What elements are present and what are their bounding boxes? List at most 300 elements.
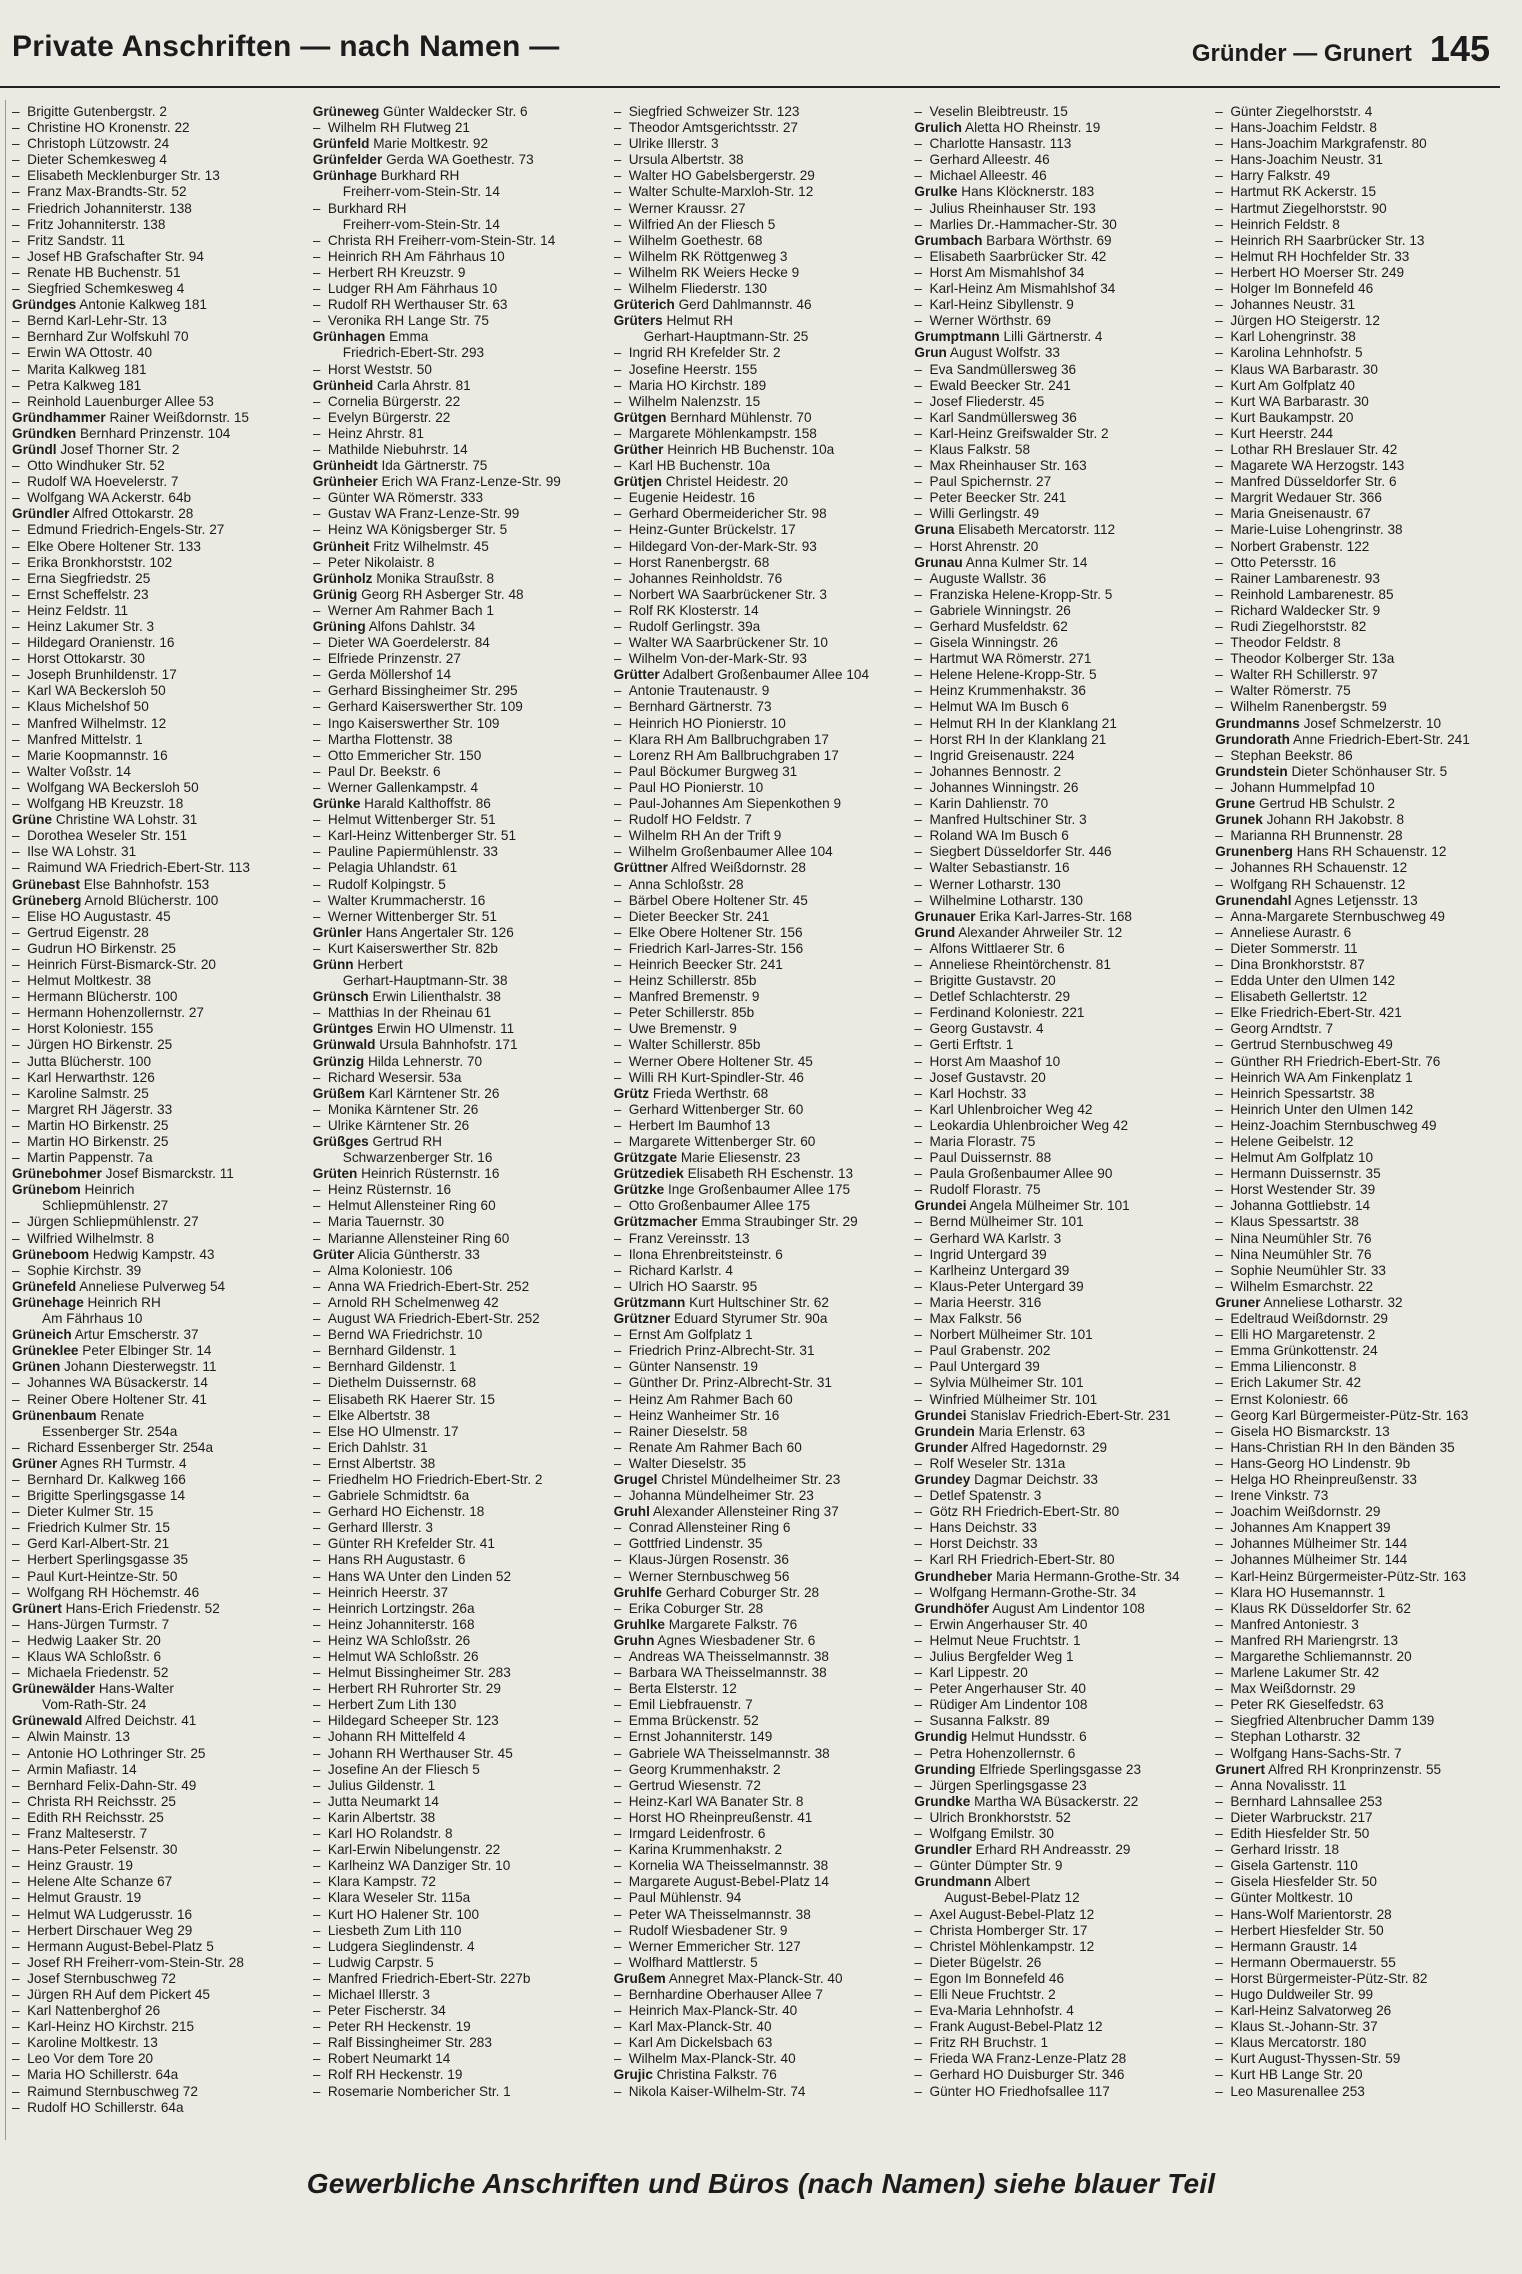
entry-text: Gottfried Lindenstr. 35 (628, 1536, 763, 1552)
directory-entry (1215, 1649, 1508, 1665)
directory-entry (12, 136, 305, 152)
entry-text: Karl HO Rolandstr. 8 (327, 1826, 453, 1842)
directory-entry (614, 1826, 907, 1842)
directory-entry (313, 1070, 606, 1086)
directory-entry (614, 1778, 907, 1794)
directory-entry (1215, 1408, 1508, 1424)
surname: Grünhage (312, 168, 377, 184)
entry-text: Franz Max-Brandts-Str. 52 (27, 184, 187, 200)
directory-entry (313, 667, 606, 683)
directory-entry (12, 1488, 305, 1504)
directory-entry (12, 1842, 305, 1858)
surname: Grüner (12, 1455, 58, 1471)
entry-text: Julius Bergfelder Weg 1 (929, 1649, 1074, 1664)
directory-entry (614, 1907, 907, 1923)
entry-text: Ferdinand Koloniestr. 221 (929, 1005, 1085, 1021)
entry-text: Hermann Graustr. 14 (1230, 1938, 1358, 1954)
surname-entry (614, 1617, 907, 1633)
directory-entry (914, 1150, 1207, 1166)
entry-text: Karl Uhlenbroicher Weg 42 (929, 1101, 1093, 1117)
surname-entry (1215, 1762, 1508, 1778)
entry-text: Rudolf Wiesbadener Str. 9 (628, 1922, 788, 1938)
directory-entry (12, 1198, 305, 1214)
entry-text: Margret RH Jägerstr. 33 (27, 1101, 173, 1117)
directory-entry (313, 1923, 606, 1939)
entry-text: Alfons Wittlaerer Str. 6 (929, 940, 1065, 956)
directory-entry (12, 1214, 305, 1230)
directory-entry (12, 699, 305, 715)
surname-entry (313, 957, 606, 973)
directory-entry (12, 1907, 305, 1923)
directory-entry (12, 635, 305, 651)
entry-text: Elisabeth Saarbrücker Str. 42 (929, 248, 1107, 264)
directory-entry (12, 329, 305, 345)
entry-text: Johannes Neustr. 31 (1230, 297, 1356, 313)
entry-text: Paul Untergard 39 (929, 1359, 1040, 1375)
entry-text: Am Fährhaus 10 (42, 1311, 143, 1327)
entry-text: Wilhelm Von-der-Mark-Str. 93 (628, 651, 807, 667)
directory-entry (12, 1971, 305, 1987)
directory-entry (313, 1536, 606, 1552)
directory-entry (313, 1955, 606, 1971)
directory-entry (614, 1939, 907, 1955)
entry-text: Siegfried Schemkesweg 4 (27, 281, 185, 297)
directory-entry (1215, 426, 1508, 442)
surname: Gruhlfe (613, 1584, 662, 1600)
surname-entry (313, 329, 606, 345)
surname: Grünebohmer (12, 1166, 102, 1182)
header-right (1192, 28, 1490, 70)
entry-text: Erwin Lilienthalstr. 38 (372, 989, 501, 1005)
entry-text: Marie Eliesenstr. 23 (680, 1150, 801, 1166)
directory-entry (12, 1697, 305, 1713)
surname-entry (1215, 716, 1508, 732)
entry-text: Alfred Ottokarstr. 28 (72, 506, 194, 522)
entry-text: Herbert Im Baumhof 13 (628, 1117, 771, 1133)
surname: Grünheidt (312, 458, 378, 474)
directory-entry (1215, 345, 1508, 361)
directory-entry (1215, 1939, 1508, 1955)
directory-entry (313, 1263, 606, 1279)
directory-entry (313, 1794, 606, 1810)
entry-text: Bernhard Gärtnerstr. 73 (628, 699, 772, 715)
entry-text: Gerhard Musfeldstr. 62 (929, 619, 1068, 634)
entry-text: Erna Siegfriedstr. 25 (27, 570, 151, 586)
directory-entry (313, 201, 606, 217)
directory-entry (12, 1150, 305, 1166)
directory-entry (313, 1392, 606, 1408)
entry-text: Norbert Mülheimer Str. 101 (929, 1327, 1093, 1343)
surname-entry (313, 168, 606, 184)
entry-text: Willi RH Kurt-Spindler-Str. 46 (628, 1069, 804, 1085)
directory-entry (614, 1424, 907, 1440)
entry-text: Kurt Hultschiner Str. 62 (689, 1294, 829, 1310)
directory-entry (313, 780, 606, 796)
directory-entry (1215, 1826, 1508, 1842)
directory-entry (1215, 1729, 1508, 1745)
directory-entry (12, 1392, 305, 1408)
directory-entry (914, 201, 1207, 217)
entry-text: Manfred Düsseldorfer Str. 6 (1230, 474, 1397, 490)
entry-text: Heinrich Feldstr. 8 (1230, 216, 1340, 232)
entry-text: Christine WA Lohstr. 31 (55, 812, 198, 828)
directory-entry (12, 1826, 305, 1842)
entry-text: Stephan Lotharstr. 32 (1230, 1729, 1361, 1745)
entry-text: Heinz-Joachim Sternbuschweg 49 (1230, 1117, 1437, 1133)
directory-entry (614, 2051, 907, 2067)
surname: Grußem (613, 1970, 666, 1986)
entry-text: Heinz Krummenhakstr. 36 (929, 683, 1086, 699)
entry-text: Helmut Graustr. 19 (27, 1890, 142, 1906)
directory-entry (914, 1520, 1207, 1536)
surname-entry (313, 458, 606, 474)
directory-entry (1215, 1247, 1508, 1263)
entry-text: Erika Bronkhorststr. 102 (27, 554, 173, 570)
entry-text: Margarete August-Bebel-Platz 14 (628, 1874, 829, 1890)
directory-entry (614, 1810, 907, 1826)
entry-text: Franziska Helene-Kropp-Str. 5 (929, 586, 1113, 602)
entry-text: Heinz Graustr. 19 (27, 1858, 133, 1874)
directory-entry (1215, 184, 1508, 200)
entry-text: Schliepmühlenstr. 27 (42, 1198, 169, 1214)
directory-entry (914, 764, 1207, 780)
surname: Grützmann (613, 1294, 686, 1310)
surname: Grüterich (613, 297, 675, 313)
entry-text: Rolf RK Klosterstr. 14 (628, 602, 759, 618)
directory-entry (614, 1021, 907, 1037)
entry-text: Horst Ranenbergstr. 68 (628, 554, 770, 570)
entry-text: Günter Waldecker Str. 6 (383, 104, 528, 119)
directory-entry (12, 1086, 305, 1102)
directory-entry (914, 941, 1207, 957)
entry-text: Walter Schillerstr. 85b (628, 1037, 761, 1053)
entry-text: Wilhelm Goethestr. 68 (628, 232, 763, 248)
entry-text: Herbert HO Moerser Str. 249 (1230, 264, 1405, 280)
directory-entry (1215, 362, 1508, 378)
surname: Grünewald (12, 1713, 83, 1729)
entry-text: Marianna RH Brunnenstr. 28 (1230, 828, 1403, 844)
entry-text: Christel Möhlenkampstr. 12 (929, 1938, 1095, 1954)
directory-entry (614, 1923, 907, 1939)
directory-entry (614, 1343, 907, 1359)
entry-text: Hans RH Augustastr. 6 (327, 1552, 466, 1568)
entry-text: Wolfgang WA Ackerstr. 64b (27, 490, 192, 506)
entry-text: Klaus Spessartstr. 38 (1230, 1214, 1359, 1230)
directory-entry (12, 1504, 305, 1520)
entry-text: Peter Fischerstr. 34 (327, 2003, 446, 2019)
entry-text: Ulrich Bronkhorststr. 52 (929, 1809, 1071, 1825)
surname: Grützner (613, 1311, 671, 1327)
directory-entry (12, 1890, 305, 1906)
entry-text: Erwin Angerhauser Str. 40 (929, 1616, 1088, 1632)
directory-entry (1215, 104, 1508, 120)
directory-entry (313, 2035, 606, 2051)
entry-text: Walter RH Schillerstr. 97 (1230, 667, 1378, 683)
directory-entry (614, 1536, 907, 1552)
entry-text: Kurt Baukampstr. 20 (1230, 409, 1354, 425)
surname-entry (914, 1729, 1207, 1745)
directory-entry (614, 539, 907, 555)
directory-entry (1215, 2084, 1508, 2100)
surname: Grunding (914, 1761, 976, 1777)
directory-entry (914, 168, 1207, 184)
directory-entry (1215, 909, 1508, 925)
entry-text: Hans-Christian RH In den Bänden 35 (1230, 1439, 1455, 1455)
directory-columns (12, 104, 1508, 2134)
entry-text: Günter Ziegelhorststr. 4 (1230, 104, 1373, 119)
entry-text: Johannes Mülheimer Str. 144 (1230, 1536, 1408, 1552)
entry-text: Werner Kraussr. 27 (628, 200, 746, 216)
directory-entry (313, 973, 606, 989)
entry-text: Essenberger Str. 254a (42, 1423, 178, 1439)
entry-text: August Wolfstr. 33 (949, 345, 1060, 361)
entry-text: Kornelia WA Theisselmannstr. 38 (628, 1858, 829, 1874)
directory-entry (914, 474, 1207, 490)
entry-text: Horst Ottokarstr. 30 (27, 651, 145, 667)
directory-entry (12, 1311, 305, 1327)
directory-entry (914, 2003, 1207, 2019)
entry-text: Johannes RH Schauenstr. 12 (1230, 860, 1408, 876)
directory-entry (12, 828, 305, 844)
directory-entry (12, 860, 305, 876)
entry-text: Dieter WA Goerdelerstr. 84 (327, 635, 490, 651)
surname-entry (313, 571, 606, 587)
directory-entry (313, 1231, 606, 1247)
entry-text: Friedrich-Ebert-Str. 293 (342, 345, 485, 361)
entry-text: Eugenie Heidestr. 16 (628, 490, 755, 506)
entry-text: Roland WA Im Busch 6 (929, 828, 1069, 844)
entry-text: Kurt Am Golfplatz 40 (1230, 377, 1355, 393)
directory-entry (614, 1569, 907, 1585)
entry-text: Friedrich Johanniterstr. 138 (27, 200, 192, 216)
entry-text: Margarete Wittenberger Str. 60 (628, 1134, 816, 1149)
entry-text: Josefine An der Fliesch 5 (327, 1761, 480, 1777)
entry-text: Ernst Am Golfplatz 1 (628, 1327, 753, 1343)
entry-text: Ernst Albertstr. 38 (327, 1455, 436, 1471)
entry-text: Ludwig Carpstr. 5 (327, 1954, 434, 1970)
directory-entry (614, 957, 907, 973)
entry-text: Elli HO Margaretenstr. 2 (1230, 1327, 1376, 1343)
directory-entry (313, 1665, 606, 1681)
entry-text: Gisela Winningstr. 26 (929, 635, 1058, 651)
directory-entry (914, 1681, 1207, 1697)
directory-entry (914, 1858, 1207, 1874)
entry-text: Sylvia Mülheimer Str. 101 (929, 1375, 1084, 1391)
entry-text: Peter Nikolaistr. 8 (327, 554, 435, 570)
directory-entry (914, 426, 1207, 442)
surname: Grüttner (613, 860, 668, 876)
surname-entry (12, 812, 305, 828)
directory-entry (614, 1729, 907, 1745)
directory-entry (1215, 748, 1508, 764)
directory-entry (914, 394, 1207, 410)
entry-text: Elise HO Augustastr. 45 (27, 908, 171, 924)
directory-entry (313, 2019, 606, 2035)
surname: Gruhl (613, 1504, 650, 1520)
directory-entry (12, 2003, 305, 2019)
directory-entry (12, 1536, 305, 1552)
entry-text: Ida Gärtnerstr. 75 (381, 458, 488, 474)
directory-entry (1215, 1874, 1508, 1890)
directory-entry (914, 1102, 1207, 1118)
entry-text: Hans-Joachim Feldstr. 8 (1230, 120, 1377, 136)
entry-text: Gertrud Sternbuschweg 49 (1230, 1037, 1393, 1053)
entry-text: Horst Weststr. 50 (327, 361, 432, 377)
directory-entry (12, 1939, 305, 1955)
directory-entry (1215, 1134, 1508, 1150)
entry-text: Emma (389, 329, 429, 345)
entry-text: Rainer Lambarenestr. 93 (1230, 570, 1380, 586)
entry-text: Klaus RK Düsseldorfer Str. 62 (1230, 1600, 1411, 1616)
directory-entry (614, 136, 907, 152)
directory-entry (313, 748, 606, 764)
entry-text: Nikola Kaiser-Wilhelm-Str. 74 (628, 2083, 806, 2099)
entry-text: Josef Fliederstr. 45 (929, 393, 1045, 409)
entry-text: Christa Homberger Str. 17 (929, 1922, 1088, 1938)
directory-entry (914, 1086, 1207, 1102)
entry-text: Josef Schmelzerstr. 10 (1303, 715, 1442, 731)
entry-text: Monika Kärntener Str. 26 (327, 1101, 479, 1117)
directory-entry (614, 281, 907, 297)
directory-entry (914, 1263, 1207, 1279)
entry-text: Brigitte Gustavstr. 20 (929, 973, 1056, 989)
directory-entry (12, 1778, 305, 1794)
entry-text: Dina Bronkhorststr. 87 (1230, 956, 1365, 972)
directory-entry (313, 410, 606, 426)
entry-text: Erich Dahlstr. 31 (327, 1439, 428, 1455)
entry-text: Ernst Scheffelstr. 23 (27, 586, 149, 602)
entry-text: Walter Schulte-Marxloh-Str. 12 (628, 184, 814, 200)
entry-text: Helmut Hundsstr. 6 (971, 1729, 1087, 1745)
directory-entry (313, 120, 606, 136)
page-header (0, 22, 1500, 88)
directory-entry (914, 378, 1207, 394)
entry-text: Gertrud HB Schulstr. 2 (1259, 796, 1395, 812)
directory-entry (614, 1375, 907, 1391)
entry-text: Wolfgang RH Schauenstr. 12 (1230, 876, 1406, 892)
entry-text: Jutta Neumarkt 14 (327, 1793, 439, 1809)
entry-text: Klara Kampstr. 72 (327, 1874, 436, 1890)
directory-entry (313, 281, 606, 297)
directory-entry (313, 1649, 606, 1665)
directory-entry (614, 941, 907, 957)
directory-entry (1215, 1086, 1508, 1102)
directory-entry (914, 716, 1207, 732)
entry-text: Lorenz RH Am Ballbruchgraben 17 (628, 747, 839, 763)
directory-entry (914, 265, 1207, 281)
directory-entry (1215, 1005, 1508, 1021)
entry-text: Joachim Weißdornstr. 29 (1230, 1504, 1381, 1520)
entry-text: Charlotte Hansastr. 113 (929, 136, 1072, 152)
surname: Grujic (613, 2067, 653, 2083)
directory-entry (313, 2084, 606, 2100)
entry-text: Heinrich Rüsternstr. 16 (361, 1166, 500, 1182)
entry-text: Johannes Am Knappert 39 (1230, 1520, 1391, 1536)
entry-text: Günter RH Krefelder Str. 41 (327, 1536, 495, 1552)
surname: Grünen (12, 1359, 61, 1375)
directory-entry (914, 362, 1207, 378)
directory-entry (914, 1826, 1207, 1842)
entry-text: Fritz RH Bruchstr. 1 (929, 2035, 1049, 2051)
directory-entry (1215, 1617, 1508, 1633)
surname-entry (1215, 732, 1508, 748)
column-3 (614, 104, 907, 2134)
entry-text: Wilhelmine Lotharstr. 130 (929, 892, 1083, 908)
entry-text: Theodor Amtsgerichtsstr. 27 (628, 120, 798, 136)
entry-text: Elke Obere Holtener Str. 133 (27, 538, 201, 554)
entry-text: Erhard RH Andreasstr. 29 (975, 1842, 1131, 1858)
surname: Grune (1215, 796, 1256, 812)
entry-text: Walter HO Gabelsbergerstr. 29 (628, 168, 815, 184)
directory-entry (313, 1858, 606, 1874)
surname-entry (12, 1601, 305, 1617)
entry-text: Fritz Wilhelmstr. 45 (373, 538, 489, 554)
directory-entry (914, 1118, 1207, 1134)
entry-text: Werner Am Rahmer Bach 1 (327, 602, 494, 618)
entry-text: Horst HO Rheinpreußenstr. 41 (628, 1809, 813, 1825)
surname-entry (12, 1182, 305, 1198)
entry-text: Heinrich Heerstr. 37 (327, 1584, 449, 1600)
directory-entry (12, 2100, 305, 2116)
directory-entry (614, 635, 907, 651)
directory-entry (914, 796, 1207, 812)
entry-text: Klaus-Peter Untergard 39 (929, 1278, 1084, 1294)
directory-entry (914, 1279, 1207, 1295)
entry-text: Susanna Falkstr. 89 (929, 1713, 1050, 1729)
directory-entry (914, 571, 1207, 587)
directory-entry (12, 152, 305, 168)
directory-entry (614, 345, 907, 361)
entry-text: Wolfgang Emilstr. 30 (929, 1826, 1054, 1842)
directory-entry (12, 973, 305, 989)
entry-text: Hans-Wolf Marientorstr. 28 (1230, 1906, 1392, 1922)
directory-entry (614, 265, 907, 281)
surname-entry (313, 1021, 606, 1037)
surname-entry (313, 136, 606, 152)
entry-text: Frieda WA Franz-Lenze-Platz 28 (929, 2051, 1127, 2067)
directory-entry (12, 1424, 305, 1440)
surname-entry (614, 1086, 907, 1102)
directory-entry (614, 1649, 907, 1665)
surname: Grunendahl (1215, 892, 1292, 908)
directory-entry (914, 828, 1207, 844)
entry-text: Rudi Ziegelhorststr. 82 (1230, 619, 1367, 634)
directory-entry (1215, 1842, 1508, 1858)
directory-entry (1215, 1890, 1508, 1906)
entry-text: Michaela Friedenstr. 52 (27, 1665, 169, 1681)
surname-entry (914, 1424, 1207, 1440)
surname: Gründl (12, 441, 57, 457)
directory-entry (12, 2084, 305, 2100)
entry-text: Kurt HO Halener Str. 100 (327, 1906, 480, 1922)
directory-entry (1215, 1955, 1508, 1971)
directory-entry (313, 1874, 606, 1890)
entry-text: Helmut Am Golfplatz 10 (1230, 1150, 1374, 1166)
directory-entry (12, 603, 305, 619)
entry-text: Lothar RH Breslauer Str. 42 (1230, 441, 1398, 457)
surname-entry (12, 1408, 305, 1424)
entry-text: Elke Obere Holtener Str. 156 (628, 924, 803, 940)
directory-entry (1215, 1424, 1508, 1440)
entry-text: Margarethe Schliemannstr. 20 (1230, 1649, 1412, 1664)
directory-entry (1215, 2067, 1508, 2083)
surname-entry (614, 474, 907, 490)
entry-text: Christel Heidestr. 20 (665, 474, 789, 490)
directory-entry (12, 120, 305, 136)
surname-entry (614, 1472, 907, 1488)
directory-entry (1215, 1279, 1508, 1295)
directory-entry (614, 184, 907, 200)
